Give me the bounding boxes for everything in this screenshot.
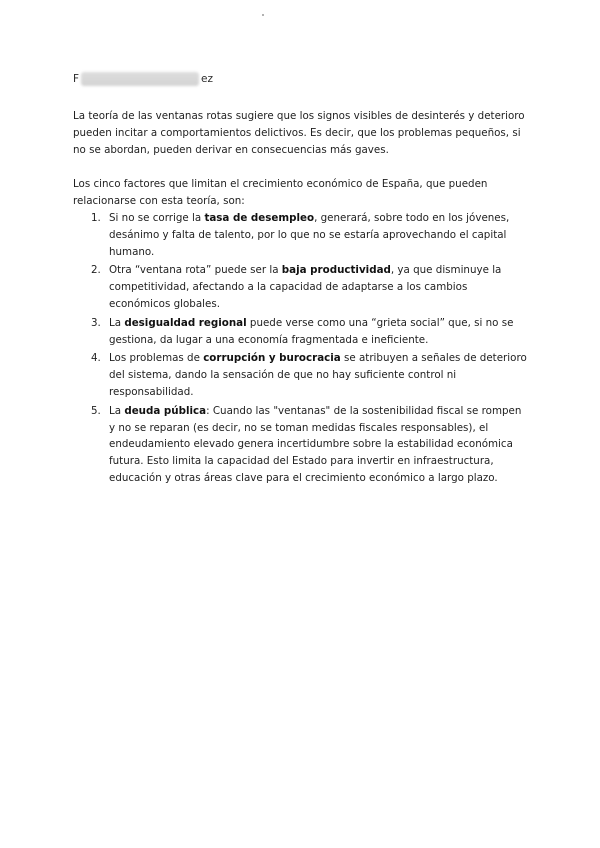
list-keyword: corrupción y burocracia <box>203 352 341 365</box>
list-text: Si no se corrige la <box>109 212 205 224</box>
author-name-ending: ez <box>201 73 214 85</box>
list-text: puede verse como una “grieta social” que, si no se gestiona, da lugar a una economía fragmentada e ineficiente. <box>109 316 514 346</box>
list-text: , generará, sobre todo en los jóvenes, desánimo y falta de talento, por lo que no se estaría aprovechando el capital humano. <box>109 212 510 258</box>
list-text: La <box>109 316 125 329</box>
author-name-initial: F <box>73 73 80 85</box>
list-keyword: desigualdad regional <box>124 316 247 329</box>
page-mark <box>262 14 264 16</box>
list-number: 3. <box>91 316 101 329</box>
author-name <box>73 70 213 88</box>
factors-list <box>73 210 528 489</box>
list-text: : Cuando las "ventanas" de la sostenibilidad fiscal se rompen y no se reparan (es decir, no se toman medidas fiscales responsables), el endeudamiento elevado genera incertidumbre sobre la estabilidad económica futura. Esto limita la capacidad del Estado para invertir en infraestructura, educación y otras áreas clave para el crecimiento económico a largo plazo. <box>109 404 522 484</box>
list-keyword: tasa de desempleo <box>204 212 315 224</box>
list-item <box>73 403 528 487</box>
list-number: 2. <box>91 264 101 277</box>
list-text: Otra “ventana rota” puede ser la <box>109 264 282 277</box>
list-text: La <box>109 404 125 417</box>
list-number: 1. <box>91 212 101 224</box>
list-text: , ya que disminuye la competitividad, afectando a la capacidad de adaptarse a los cambios económicos globales. <box>109 264 502 310</box>
list-keyword: baja productividad <box>281 264 391 277</box>
list-number: 5. <box>91 404 101 417</box>
list-item <box>73 315 528 349</box>
list-keyword: deuda pública <box>124 404 207 417</box>
list-item <box>73 210 528 260</box>
factors-intro-paragraph: Los cinco factores que limitan el crecimiento económico de España, que pueden relacionarse con esta teoría, son: <box>73 178 488 207</box>
list-item <box>73 262 528 312</box>
list-item <box>73 350 528 400</box>
intro-paragraph: La teoría de las ventanas rotas sugiere que los signos visibles de desinterés y deterioro pueden incitar a comportamientos delictivos. Es decir, que los problemas pequeños, si no se abordan, pueden derivar en consecuencias más gaves. <box>73 110 525 156</box>
list-text: se atribuyen a señales de deterioro del sistema, dando la sensación de que no hay suficiente control ni responsabilidad. <box>109 352 527 398</box>
list-text: Los problemas de <box>109 352 204 365</box>
list-number: 4. <box>91 352 101 365</box>
redacted-name-block <box>81 72 199 86</box>
